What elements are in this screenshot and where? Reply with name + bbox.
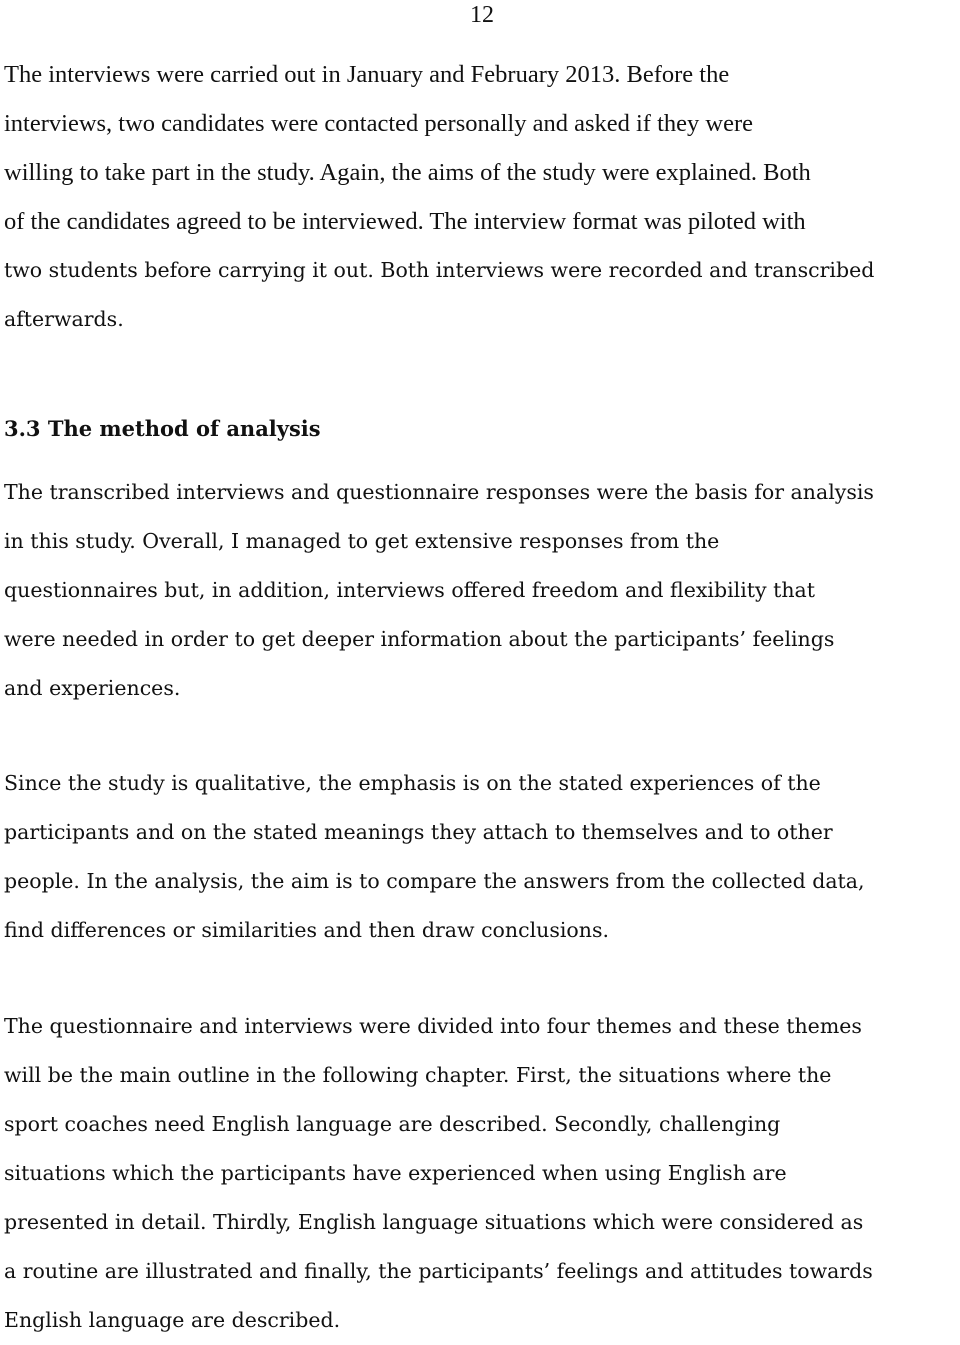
text-line: The transcribed interviews and questionnaire responses were the basis for analysis <box>4 480 874 504</box>
text-line: and experiences. <box>4 676 181 700</box>
text-line: English language are described. <box>4 1308 341 1332</box>
text-line: Since the study is qualitative, the emphasis is on the stated experiences of the <box>4 771 821 795</box>
text-line: questionnaires but, in addition, interviews offered freedom and flexibility that <box>4 578 816 602</box>
text-line: willing to take part in the study. Again, the aims of the study were explained. Both <box>4 159 811 186</box>
section-heading: 3.3 The method of analysis <box>4 416 321 441</box>
text-line: a routine are illustrated and finally, the participants’ feelings and attitudes towards <box>4 1259 873 1283</box>
text-line: The questionnaire and interviews were divided into four themes and these themes <box>4 1014 862 1038</box>
text-line: in this study. Overall, I managed to get extensive responses from the <box>4 529 720 553</box>
page-number: 12 <box>470 2 494 28</box>
text-line: find differences or similarities and then draw conclusions. <box>4 918 609 942</box>
text-line: The interviews were carried out in January and February 2013. Before the <box>4 61 730 88</box>
text-line: participants and on the stated meanings they attach to themselves and to other <box>4 820 833 844</box>
text-line: interviews, two candidates were contacted personally and asked if they were <box>4 110 753 137</box>
paragraph-interviews-part-a <box>4 50 811 246</box>
text-line: presented in detail. Thirdly, English language situations which were considered as <box>4 1210 864 1234</box>
paragraph-qualitative <box>4 759 865 955</box>
paragraph-method <box>4 468 874 713</box>
text-line: will be the main outline in the following chapter. First, the situations where the <box>4 1063 832 1087</box>
text-line: afterwards. <box>4 307 124 331</box>
paragraph-interviews-part-b <box>4 246 874 344</box>
text-line: sport coaches need English language are described. Secondly, challenging <box>4 1112 781 1136</box>
text-line: situations which the participants have experienced when using English are <box>4 1161 787 1185</box>
text-line: were needed in order to get deeper information about the participants’ feelings <box>4 627 835 651</box>
text-line: of the candidates agreed to be interviewed. The interview format was piloted with <box>4 208 806 235</box>
text-line: two students before carrying it out. Both interviews were recorded and transcribed <box>4 258 875 282</box>
paragraph-themes <box>4 1002 873 1345</box>
text-line: people. In the analysis, the aim is to compare the answers from the collected data, <box>4 869 865 893</box>
